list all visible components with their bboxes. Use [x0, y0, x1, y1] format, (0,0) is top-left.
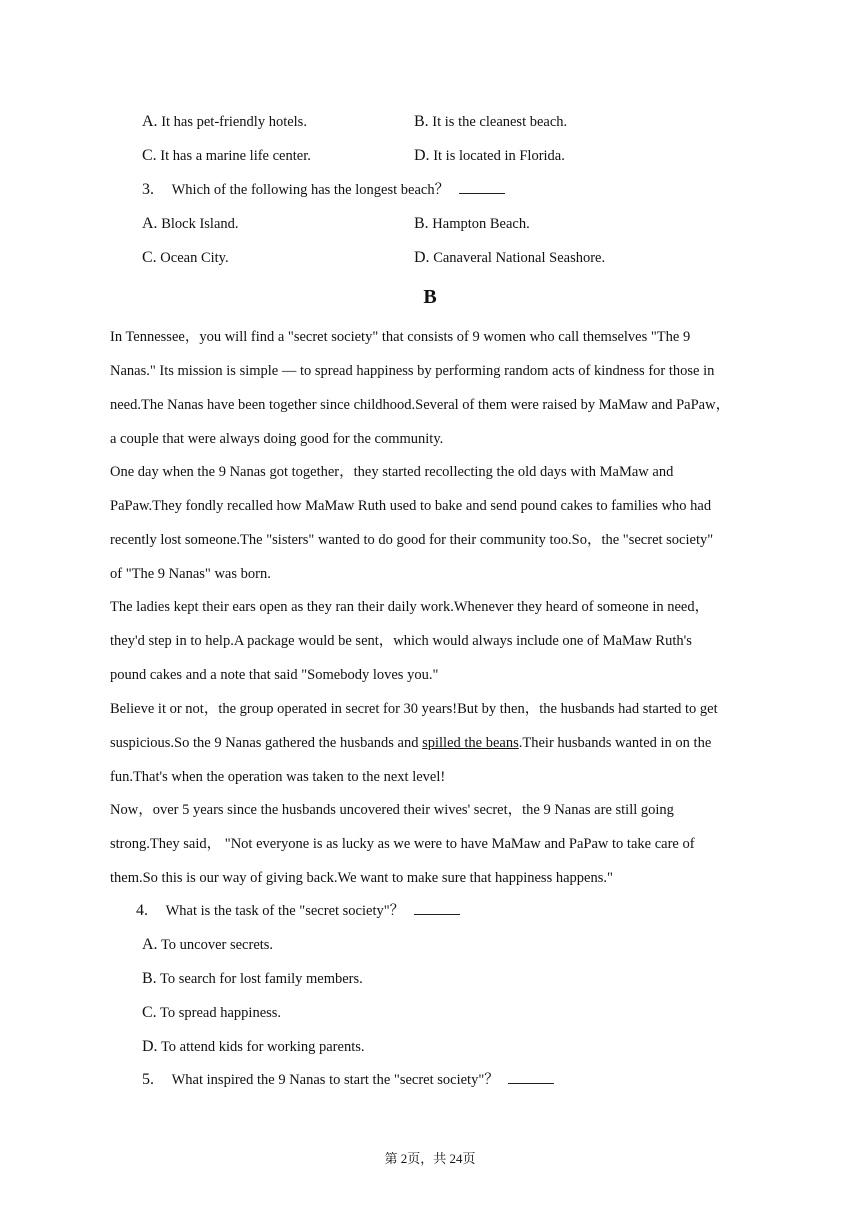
option-text: Hampton Beach. [432, 216, 530, 232]
q4-option-b [142, 969, 363, 989]
passage-line: they'd step in to help.A package would be sent，which would always include one of MaMaw Ruth's [110, 633, 692, 649]
q3-question [142, 180, 505, 200]
passage-line: strong.They said， "Not everyone is as lucky as we were to have MaMaw and PaPaw to take care of [110, 836, 695, 852]
option-letter: D. [414, 147, 430, 164]
section-title: B [423, 286, 437, 308]
option-text: To spread happiness. [160, 1005, 282, 1021]
option-letter: A. [142, 215, 158, 232]
q4-question [136, 901, 460, 921]
option-letter: A. [142, 113, 158, 130]
option-letter: B. [142, 970, 157, 987]
q4-option-d [142, 1037, 365, 1057]
option-letter: B. [414, 113, 429, 130]
passage-text: .Their husbands wanted in on the [518, 735, 712, 751]
option-text: Ocean City. [160, 250, 229, 266]
page-footer: 第 2页，共 24页 [384, 1151, 476, 1166]
passage-line-with-underline [110, 733, 711, 753]
option-letter: B. [414, 215, 429, 232]
passage-line: The ladies kept their ears open as they ran their daily work.Whenever they heard of someone in need， [110, 599, 710, 615]
question-number: 4. [136, 902, 148, 919]
option-letter: A. [142, 936, 158, 953]
passage-line: In Tennessee，you will find a "secret society" that consists of 9 women who call themselves "The 9 [110, 329, 691, 345]
answer-blank[interactable] [414, 902, 460, 915]
question-text: What is the task of the "secret society"？ [165, 903, 405, 919]
question-number: 3. [142, 181, 154, 198]
passage-line: fun.That's when the operation was taken to the next level! [110, 769, 446, 785]
option-text: It has pet-friendly hotels. [161, 114, 307, 130]
passage-line: them.So this is our way of giving back.We want to make sure that happiness happens." [110, 870, 613, 886]
q2-option-d [414, 146, 565, 166]
option-text: Block Island. [161, 216, 239, 232]
option-text: It is the cleanest beach. [432, 114, 568, 130]
option-text: To search for lost family members. [160, 971, 363, 987]
q2-option-a [142, 112, 307, 132]
passage-line: PaPaw.They fondly recalled how MaMaw Ruth used to bake and send pound cakes to families who had [110, 498, 712, 514]
passage-line: a couple that were always doing good for the community. [110, 431, 444, 447]
option-letter: C. [142, 249, 157, 266]
q2-option-b [414, 112, 567, 132]
q3-option-d [414, 248, 605, 268]
q5-question [142, 1070, 554, 1090]
option-letter: D. [142, 1038, 158, 1055]
option-letter: C. [142, 147, 157, 164]
passage-text: suspicious.So the 9 Nanas gathered the husbands and [110, 735, 423, 751]
passage-line: need.The Nanas have been together since childhood.Several of them were raised by MaMaw and PaPaw， [110, 397, 731, 413]
q3-option-b [414, 214, 530, 234]
q3-option-a [142, 214, 239, 234]
option-text: To uncover secrets. [160, 937, 274, 953]
q4-option-a [142, 935, 273, 955]
q4-option-c [142, 1003, 281, 1023]
answer-blank[interactable] [459, 181, 505, 194]
option-text: It has a marine life center. [160, 148, 311, 164]
question-text: What inspired the 9 Nanas to start the "secret society"？ [171, 1072, 499, 1088]
option-text: To attend kids for working parents. [160, 1039, 365, 1055]
option-letter: D. [414, 249, 430, 266]
option-text: Canaveral National Seashore. [433, 250, 606, 266]
q2-option-c [142, 146, 311, 166]
option-text: It is located in Florida. [433, 148, 565, 164]
passage-line: pound cakes and a note that said "Somebody loves you." [110, 667, 439, 683]
passage-line: Now，over 5 years since the husbands uncovered their wives' secret，the 9 Nanas are still going [110, 802, 674, 818]
passage-line: Believe it or not，the group operated in secret for 30 years!But by then，the husbands had started to get [110, 701, 718, 717]
passage-line: Nanas." Its mission is simple — to spread happiness by performing random acts of kindness for those in [110, 363, 715, 379]
q3-option-c [142, 248, 229, 268]
underlined-phrase: spilled the beans [422, 735, 519, 751]
question-text: Which of the following has the longest beach？ [171, 182, 450, 198]
answer-blank[interactable] [508, 1071, 554, 1084]
passage-line: of "The 9 Nanas" was born. [110, 566, 271, 582]
passage-line: One day when the 9 Nanas got together，they started recollecting the old days with MaMaw and [110, 464, 674, 480]
option-letter: C. [142, 1004, 157, 1021]
passage-line: recently lost someone.The "sisters" wanted to do good for their community too.So，the "secret society" [110, 532, 714, 548]
question-number: 5. [142, 1071, 154, 1088]
